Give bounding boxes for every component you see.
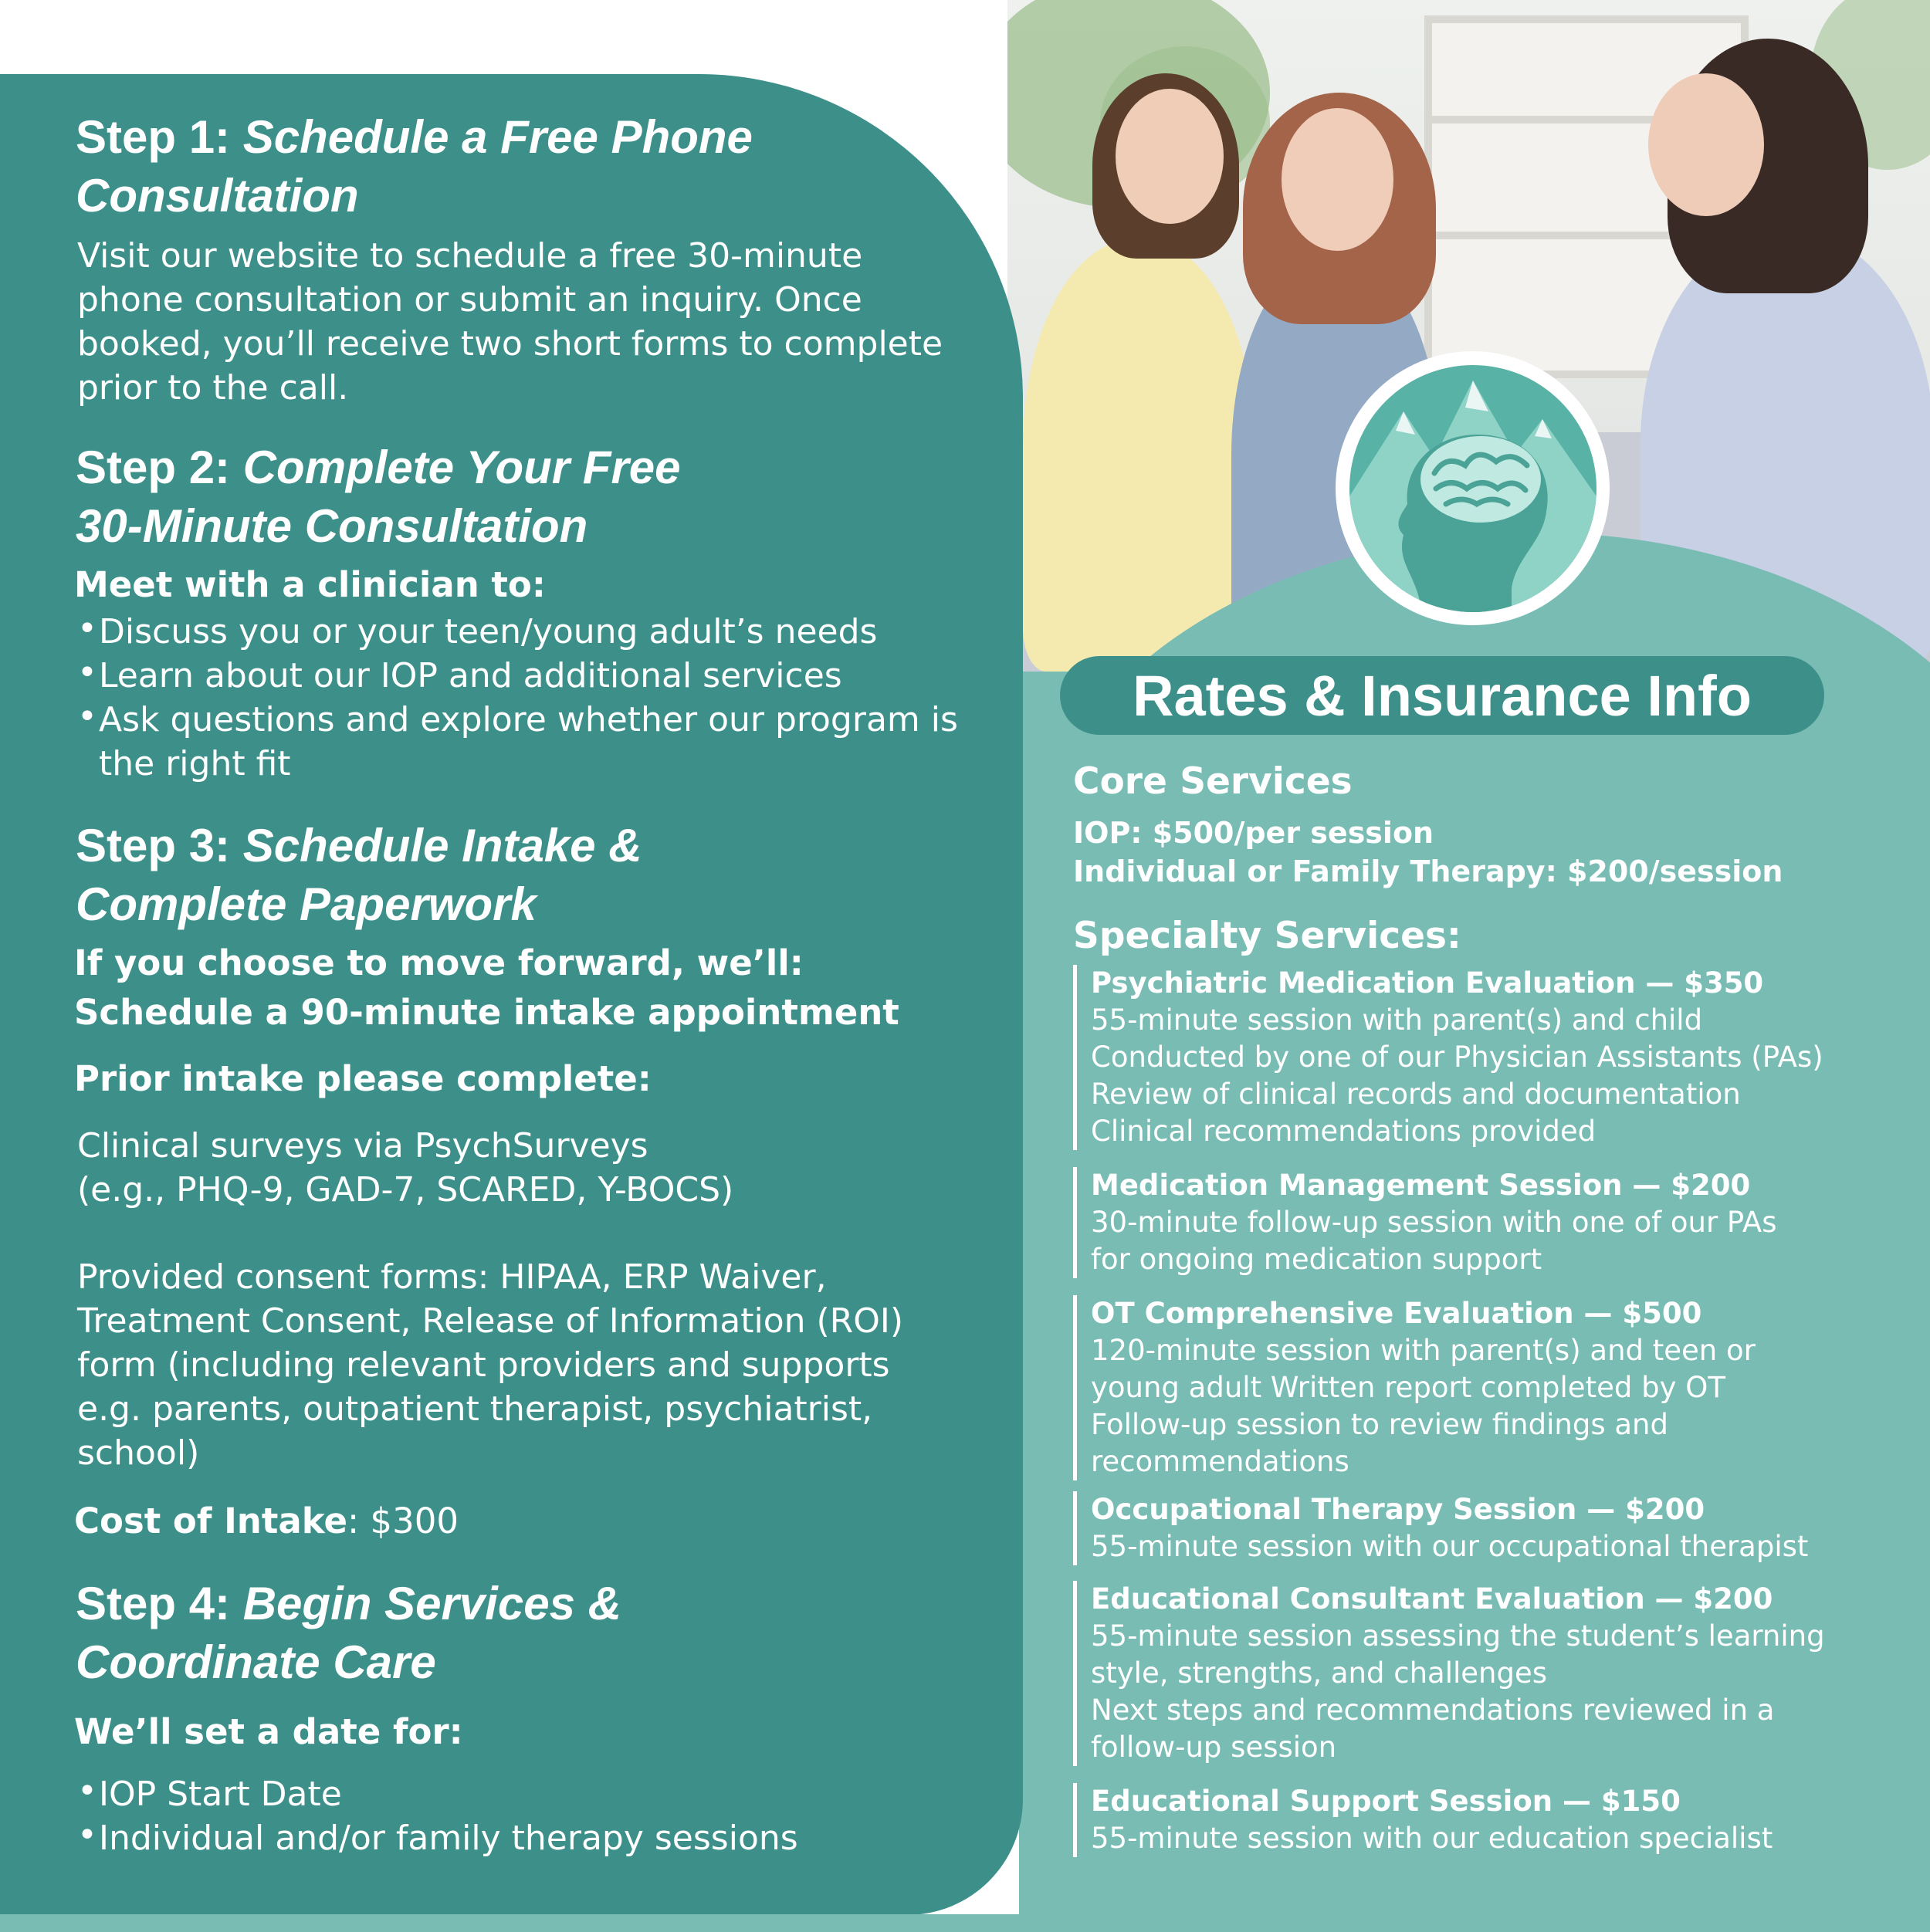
step2-title [76,438,681,556]
service-ot-evaluation [1073,1295,1926,1480]
service-line: young adult Written report completed by OT [1091,1371,1725,1404]
service-line: Next steps and recommendations reviewed in a [1091,1693,1775,1727]
service-line: Conducted by one of our Physician Assistants (PAs) [1091,1040,1823,1074]
core-service-line: IOP: $500/per session [1073,816,1434,850]
service-line: Review of clinical records and documentation [1091,1078,1741,1111]
step1-prefix: Step 1: [76,111,231,163]
core-services-heading: Core Services [1073,760,1353,803]
step4-prefix: Step 4: [76,1578,231,1629]
step1-body-line: booked, you’ll receive two short forms to complete [77,324,943,364]
service-educational-consultant [1073,1581,1926,1766]
step3-line3: Prior intake please complete: [74,1058,652,1099]
step1-title-line1: Schedule a Free Phone [242,111,753,163]
step2-subheading: Meet with a clinician to: [74,564,546,605]
service-line: 120-minute session with parent(s) and teen or [1091,1334,1756,1367]
step3-prefix: Step 3: [76,820,231,871]
step3-title-line2: Complete Paperwork [76,878,537,930]
step3-title [76,817,642,934]
list-item: • IOP Start Date [77,1772,1019,1816]
step2-title-line2: 30-Minute Consultation [76,500,588,552]
service-line: style, strengths, and challenges [1091,1656,1548,1690]
step4-bullet-list [77,1772,1019,1860]
step1-body-line: Visit our website to schedule a free 30-minute [77,236,863,276]
step3-consent [77,1255,1019,1475]
step3-consent-line: Provided consent forms: HIPAA, ERP Waiver, [77,1257,827,1297]
step1-body-line: phone consultation or submit an inquiry. Once [77,280,862,320]
service-title: Educational Support Session — $150 [1091,1785,1681,1818]
step3-surveys [77,1124,1019,1212]
service-line: 55-minute session assessing the student’s learning [1091,1619,1825,1653]
service-occupational-therapy [1073,1491,1926,1565]
step3-line2: Schedule a 90-minute intake appointment [74,992,899,1033]
service-line: follow-up session [1091,1731,1337,1764]
service-line: Follow-up session to review findings and [1091,1408,1668,1441]
intake-cost [74,1501,459,1541]
service-title: Educational Consultant Evaluation — $200 [1091,1582,1773,1616]
step4-title-line1: Begin Services & [242,1578,621,1629]
step2-title-line1: Complete Your Free [242,442,681,493]
step4-subheading: We’ll set a date for: [74,1711,463,1752]
intake-cost-value: : $300 [347,1501,459,1541]
service-line: 55-minute session with our occupational therapist [1091,1530,1809,1563]
service-medication-management [1073,1167,1926,1278]
logo [1336,351,1610,625]
step4-title-line2: Coordinate Care [76,1636,436,1688]
intake-cost-label: Cost of Intake [74,1501,347,1541]
step1-body [77,234,1019,410]
service-line: 55-minute session with parent(s) and child [1091,1003,1703,1037]
step2-prefix: Step 2: [76,442,231,493]
specialty-services-heading: Specialty Services: [1073,915,1461,957]
step3-consent-line: form (including relevant providers and supports [77,1345,890,1385]
service-line: recommendations [1091,1445,1349,1478]
step2-bullet-list [77,610,1019,786]
service-title: OT Comprehensive Evaluation — $500 [1091,1297,1702,1330]
list-item: • Learn about our IOP and additional services [77,654,1019,698]
step3-line1: If you choose to move forward, we’ll: [74,942,804,983]
service-psychiatric-evaluation [1073,965,1926,1150]
core-service-line: Individual or Family Therapy: $200/session [1073,854,1783,888]
step3-title-line1: Schedule Intake & [242,820,642,871]
rates-title: Rates & Insurance Info [1060,656,1824,735]
step1-title [76,108,753,225]
service-title: Occupational Therapy Session — $200 [1091,1493,1705,1526]
service-line: for ongoing medication support [1091,1243,1542,1276]
bottom-strip [0,1914,1930,1932]
service-title: Medication Management Session — $200 [1091,1169,1751,1202]
step1-title-line2: Consultation [76,170,359,222]
step3-consent-line: school) [77,1433,200,1473]
service-line: 55-minute session with our education specialist [1091,1822,1773,1855]
service-title: Psychiatric Medication Evaluation — $350 [1091,966,1764,1000]
step1-body-line: prior to the call. [77,368,349,408]
service-line: Clinical recommendations provided [1091,1115,1596,1148]
list-item: • Discuss you or your teen/young adult’s needs [77,610,1019,654]
step3-consent-line: Treatment Consent, Release of Information (ROI) [77,1301,904,1341]
service-educational-support [1073,1783,1926,1857]
list-item: • Ask questions and explore whether our program is the right fit [77,698,1019,786]
step3-consent-line: e.g. parents, outpatient therapist, psychiatrist, [77,1389,873,1429]
step3-surveys-line: (e.g., PHQ-9, GAD-7, SCARED, Y-BOCS) [77,1170,734,1210]
service-line: 30-minute follow-up session with one of our PAs [1091,1206,1777,1239]
step4-title [76,1575,621,1692]
list-item: • Individual and/or family therapy sessions [77,1816,1019,1860]
step3-surveys-line: Clinical surveys via PsychSurveys [77,1126,648,1166]
mountain-brain-head-logo-icon [1349,365,1596,612]
